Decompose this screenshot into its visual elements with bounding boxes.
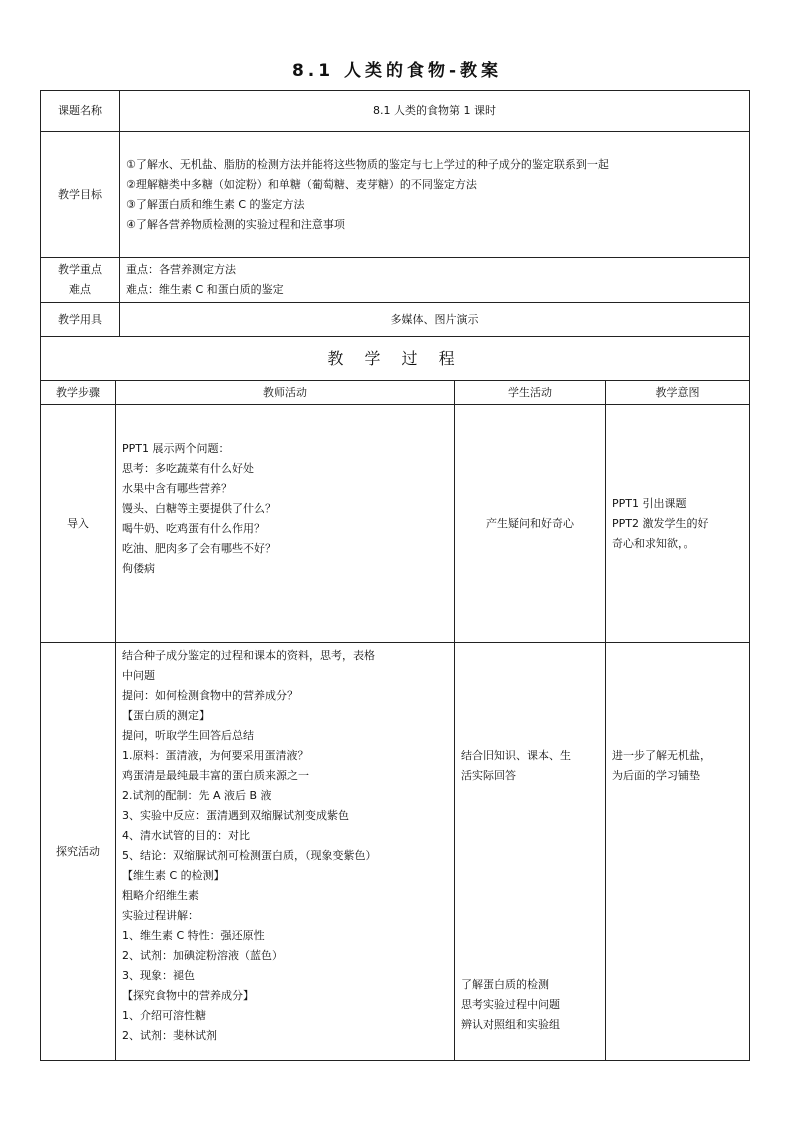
key-cell: [120, 258, 750, 303]
intro-teacher: [116, 405, 455, 643]
teacher-line: 2、试剂：斐林试剂: [122, 1029, 217, 1042]
key-point: 重点：各营养测定方法: [126, 263, 236, 276]
student-line: 结合旧知识、课本、生: [461, 749, 571, 762]
process-table: [40, 380, 750, 1061]
tools-value: 多媒体、图片演示: [120, 303, 750, 337]
header-step: 教学步骤: [41, 381, 116, 405]
teacher-line: 提问，听取学生回答后总结: [122, 729, 254, 742]
explore-student: [455, 643, 606, 1061]
intent-line: PPT2 激发学生的好: [612, 516, 709, 530]
explore-teacher: [116, 643, 455, 1061]
goal-item: ④了解各营养物质检测的实验过程和注意事项: [126, 217, 345, 231]
teacher-line: 3、实验中反应：蛋清遇到双缩脲试剂变成紫色: [122, 809, 349, 822]
header-teacher: 教师活动: [116, 381, 455, 405]
teacher-line: 鸡蛋清是最纯最丰富的蛋白质来源之一: [122, 769, 309, 782]
document-title: 8.1 人类的食物-教案: [291, 61, 503, 81]
explore-step: 探究活动: [41, 643, 116, 1061]
teacher-line: 提问：如何检测食物中的营养成分？: [122, 689, 298, 702]
student-line: 辨认对照组和实验组: [461, 1018, 560, 1031]
info-table: [40, 90, 750, 381]
process-title-row: [41, 337, 750, 381]
teacher-line: 实验过程讲解：: [122, 909, 199, 922]
student-line: 了解蛋白质的检测: [461, 978, 549, 991]
key-label-1: 教学重点: [58, 263, 102, 276]
teacher-line: 思考：多吃蔬菜有什么好处: [122, 462, 254, 475]
intro-row: [41, 405, 750, 643]
process-header-row: [41, 381, 750, 405]
teacher-line: 3、现象：褪色: [122, 969, 195, 982]
teacher-line: 4、清水试管的目的：对比: [122, 829, 250, 842]
topic-value: 8.1 人类的食物第 1 课时: [120, 91, 750, 132]
teacher-line: 馒头、白糖等主要提供了什么？: [122, 502, 276, 515]
teacher-line: 【蛋白质的测定】: [122, 709, 210, 722]
intent-line: 奇心和求知欲，。: [612, 536, 695, 550]
teacher-line: 【维生素 C 的检测】: [122, 869, 225, 882]
explore-row: [41, 643, 750, 1061]
process-title: 教 学 过 程: [41, 337, 750, 381]
teacher-line: 结合种子成分鉴定的过程和课本的资料，思考，表格: [122, 649, 375, 662]
teacher-line: 2.试剂的配制：先 A 液后 B 液: [122, 789, 272, 802]
intent-line: 进一步了解无机盐，: [612, 749, 711, 762]
goals-row: [41, 132, 750, 258]
student-line: 产生疑问和好奇心: [486, 516, 574, 530]
student-line: 思考实验过程中问题: [461, 998, 560, 1011]
intent-line: 为后面的学习铺垫: [612, 769, 700, 782]
key-label: [41, 258, 120, 303]
teacher-line: 1、维生素 C 特性：强还原性: [122, 929, 265, 942]
student-line: 活实际回答: [461, 769, 516, 782]
header-student: 学生活动: [455, 381, 606, 405]
teacher-line: 【探究食物中的营养成分】: [122, 989, 254, 1002]
intent-line: PPT1 引出课题: [612, 496, 687, 510]
explore-student-bottom: [461, 975, 560, 1035]
goal-item: ②理解糖类中多糖（如淀粉）和单糖（葡萄糖、麦芽糖）的不同鉴定方法: [126, 177, 477, 191]
explore-intent: [606, 643, 750, 1061]
teacher-line: 1.原料：蛋清液，为何要采用蛋清液？: [122, 749, 309, 762]
intro-student: [455, 405, 606, 643]
tools-label: 教学用具: [41, 303, 120, 337]
teacher-line: 喝牛奶、吃鸡蛋有什么作用？: [122, 522, 265, 535]
tools-row: [41, 303, 750, 337]
topic-row: [41, 91, 750, 132]
key-label-2: 难点: [69, 283, 91, 296]
goal-item: ①了解水、无机盐、脂肪的检测方法并能将这些物质的鉴定与七上学过的种子成分的鉴定联系到一起: [126, 157, 609, 171]
teacher-line: PPT1 展示两个问题：: [122, 442, 230, 455]
intro-intent: [606, 405, 750, 643]
teacher-line: 粗略介绍维生素: [122, 889, 199, 902]
goals-label: 教学目标: [41, 132, 120, 258]
goal-item: ③了解蛋白质和维生素 C 的鉴定方法: [126, 197, 305, 211]
explore-intent-text: [612, 746, 711, 786]
teacher-line: 1、介绍可溶性糖: [122, 1009, 206, 1022]
goals-cell: [120, 132, 750, 258]
key-row: [41, 258, 750, 303]
teacher-line: 2、试剂：加碘淀粉溶液（蓝色）: [122, 949, 283, 962]
teacher-line: 水果中含有哪些营养？: [122, 482, 232, 495]
teacher-line: 5、结论：双缩脲试剂可检测蛋白质，（现象变紫色）: [122, 849, 377, 862]
teacher-line: 佝偻病: [122, 562, 155, 575]
teacher-line: 中问题: [122, 669, 155, 682]
topic-label: 课题名称: [41, 91, 120, 132]
intro-step: 导入: [41, 405, 116, 643]
difficult-point: 难点：维生素 C 和蛋白质的鉴定: [126, 283, 284, 296]
teacher-line: 吃油、肥肉多了会有哪些不好？: [122, 542, 276, 555]
explore-student-top: [461, 746, 571, 786]
header-intent: 教学意图: [606, 381, 750, 405]
